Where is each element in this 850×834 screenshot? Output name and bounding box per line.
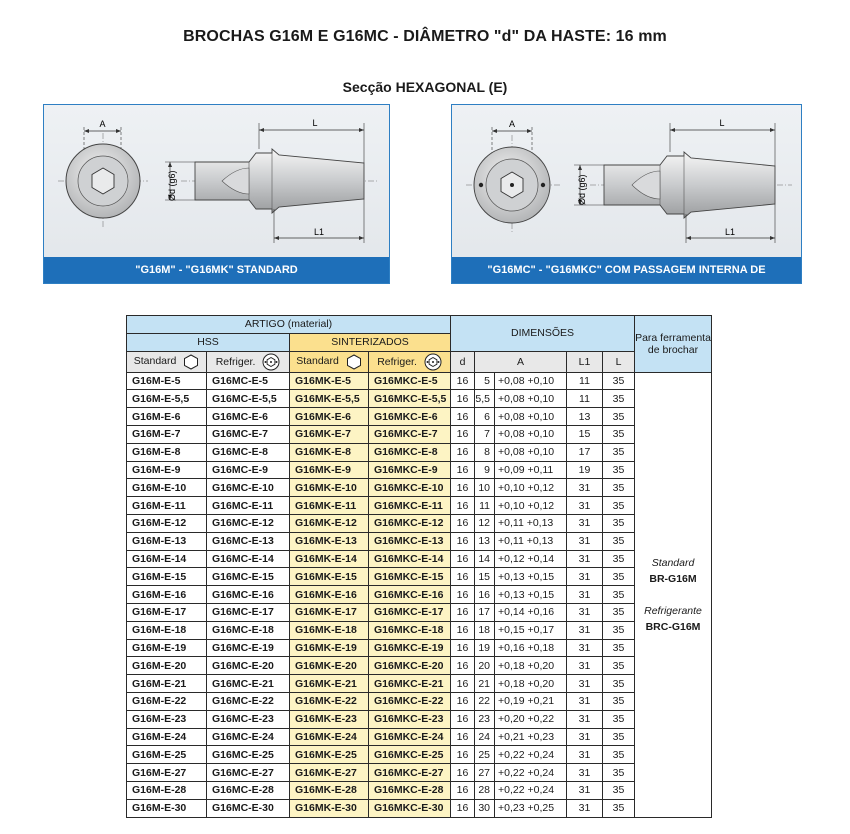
value-a: 10 — [475, 479, 495, 497]
value-l1: 31 — [567, 692, 603, 710]
value-l: 35 — [603, 461, 635, 479]
value-l1: 13 — [567, 408, 603, 426]
code-sint-refriger: G16MKC-E-24 — [369, 728, 451, 746]
value-d: 16 — [451, 479, 475, 497]
code-sint-standard: G16MK-E-13 — [290, 532, 369, 550]
value-a-tolerance: +0,16 +0,18 — [495, 639, 567, 657]
value-d: 16 — [451, 728, 475, 746]
hexagon-icon — [183, 354, 199, 370]
value-a-tolerance: +0,10 +0,12 — [495, 479, 567, 497]
code-hss-standard: G16M-E-14 — [127, 550, 207, 568]
code-sint-standard: G16MK-E-28 — [290, 781, 369, 799]
page-title: BROCHAS G16M E G16MC - DIÂMETRO "d" DA HASTE: 16 mm — [183, 28, 667, 45]
table-row — [127, 390, 712, 408]
value-l1: 31 — [567, 514, 603, 532]
value-a: 28 — [475, 781, 495, 799]
value-a-tolerance: +0,23 +0,25 — [495, 799, 567, 817]
header-hss-refriger-label: Refriger. — [215, 355, 256, 368]
code-hss-standard: G16M-E-23 — [127, 710, 207, 728]
header-para-ferramenta: Para ferramenta de brochar — [635, 316, 712, 373]
value-a: 19 — [475, 639, 495, 657]
table-row — [127, 532, 712, 550]
table-row — [127, 603, 712, 621]
value-l: 35 — [603, 497, 635, 515]
value-l: 35 — [603, 710, 635, 728]
code-sint-refriger: G16MKC-E-25 — [369, 746, 451, 764]
tool-reference-cell — [635, 372, 712, 817]
value-d: 16 — [451, 408, 475, 426]
code-sint-standard: G16MK-E-16 — [290, 586, 369, 604]
value-d: 16 — [451, 764, 475, 782]
table-row — [127, 621, 712, 639]
caption-standard: "G16M" - "G16MK" STANDARD — [44, 257, 389, 283]
value-l: 35 — [603, 532, 635, 550]
code-sint-refriger: G16MKC-E-13 — [369, 532, 451, 550]
code-sint-refriger: G16MKC-E-22 — [369, 692, 451, 710]
header-sint-refriger — [369, 351, 451, 372]
value-a: 7 — [475, 425, 495, 443]
code-sint-refriger: G16MKC-E-17 — [369, 603, 451, 621]
value-l1: 31 — [567, 479, 603, 497]
value-a-tolerance: +0,08 +0,10 — [495, 372, 567, 390]
code-sint-standard: G16MK-E-11 — [290, 497, 369, 515]
code-sint-standard: G16MK-E-17 — [290, 603, 369, 621]
code-sint-standard: G16MK-E-30 — [290, 799, 369, 817]
code-sint-standard: G16MK-E-5,5 — [290, 390, 369, 408]
value-l: 35 — [603, 764, 635, 782]
value-l1: 31 — [567, 657, 603, 675]
value-a: 8 — [475, 443, 495, 461]
header-sint-refriger-label: Refriger. — [377, 355, 417, 368]
code-hss-standard: G16M-E-8 — [127, 443, 207, 461]
value-l1: 31 — [567, 710, 603, 728]
value-d: 16 — [451, 621, 475, 639]
dim-l-label-2: L — [719, 118, 725, 128]
table-row — [127, 746, 712, 764]
code-sint-standard: G16MK-E-22 — [290, 692, 369, 710]
code-hss-standard: G16M-E-27 — [127, 764, 207, 782]
header-hss-refriger — [207, 351, 290, 372]
value-a: 17 — [475, 603, 495, 621]
code-sint-standard: G16MK-E-14 — [290, 550, 369, 568]
table-row — [127, 568, 712, 586]
dim-a-label: A — [99, 119, 106, 129]
code-sint-refriger: G16MKC-E-23 — [369, 710, 451, 728]
value-a-tolerance: +0,11 +0,13 — [495, 514, 567, 532]
value-l1: 31 — [567, 781, 603, 799]
value-a-tolerance: +0,18 +0,20 — [495, 675, 567, 693]
diagram-standard — [43, 104, 390, 284]
value-l1: 11 — [567, 372, 603, 390]
value-a: 25 — [475, 746, 495, 764]
code-sint-standard: G16MK-E-21 — [290, 675, 369, 693]
value-l1: 19 — [567, 461, 603, 479]
table-row — [127, 639, 712, 657]
header-sint-standard — [290, 351, 369, 372]
code-hss-refriger: G16MC-E-5,5 — [207, 390, 290, 408]
value-a-tolerance: +0,19 +0,21 — [495, 692, 567, 710]
value-l1: 15 — [567, 425, 603, 443]
code-sint-standard: G16MK-E-19 — [290, 639, 369, 657]
table-row — [127, 497, 712, 515]
code-hss-refriger: G16MC-E-10 — [207, 479, 290, 497]
code-sint-refriger: G16MKC-E-14 — [369, 550, 451, 568]
diagram-coolant — [451, 104, 802, 302]
header-sint-standard-label: Standard — [296, 355, 339, 368]
value-a: 14 — [475, 550, 495, 568]
code-sint-refriger: G16MKC-E-15 — [369, 568, 451, 586]
table-row — [127, 710, 712, 728]
table-row — [127, 799, 712, 817]
broach-drawing-standard — [44, 105, 389, 259]
value-d: 16 — [451, 390, 475, 408]
coolant-hexagon-icon — [262, 353, 280, 371]
value-d: 16 — [451, 781, 475, 799]
value-l1: 31 — [567, 550, 603, 568]
dim-l1-label: L1 — [313, 227, 325, 237]
code-hss-refriger: G16MC-E-24 — [207, 728, 290, 746]
hexagon-icon — [346, 354, 362, 370]
value-a: 15 — [475, 568, 495, 586]
value-d: 16 — [451, 692, 475, 710]
code-hss-standard: G16M-E-30 — [127, 799, 207, 817]
coolant-hexagon-icon — [424, 353, 442, 371]
value-l1: 31 — [567, 764, 603, 782]
code-hss-standard: G16M-E-24 — [127, 728, 207, 746]
code-sint-refriger: G16MKC-E-12 — [369, 514, 451, 532]
value-l: 35 — [603, 408, 635, 426]
code-hss-refriger: G16MC-E-17 — [207, 603, 290, 621]
code-hss-standard: G16M-E-22 — [127, 692, 207, 710]
dim-l1-label-2: L1 — [724, 227, 736, 237]
value-a-tolerance: +0,08 +0,10 — [495, 408, 567, 426]
code-sint-refriger: G16MKC-E-27 — [369, 764, 451, 782]
code-hss-refriger: G16MC-E-11 — [207, 497, 290, 515]
code-hss-standard: G16M-E-12 — [127, 514, 207, 532]
code-hss-refriger: G16MC-E-13 — [207, 532, 290, 550]
table-row — [127, 514, 712, 532]
value-d: 16 — [451, 514, 475, 532]
value-d: 16 — [451, 799, 475, 817]
code-sint-refriger: G16MKC-E-18 — [369, 621, 451, 639]
value-d: 16 — [451, 532, 475, 550]
value-a-tolerance: +0,08 +0,10 — [495, 425, 567, 443]
code-sint-refriger: G16MKC-E-21 — [369, 675, 451, 693]
value-a: 16 — [475, 586, 495, 604]
table-row — [127, 586, 712, 604]
value-a-tolerance: +0,22 +0,24 — [495, 746, 567, 764]
value-l: 35 — [603, 550, 635, 568]
value-d: 16 — [451, 550, 475, 568]
value-l1: 31 — [567, 532, 603, 550]
code-hss-standard: G16M-E-9 — [127, 461, 207, 479]
code-sint-standard: G16MK-E-9 — [290, 461, 369, 479]
dim-a-label-2: A — [508, 119, 516, 129]
value-a-tolerance: +0,14 +0,16 — [495, 603, 567, 621]
value-l: 35 — [603, 390, 635, 408]
header-l: L — [603, 351, 635, 372]
table-row — [127, 550, 712, 568]
code-sint-refriger: G16MKC-E-16 — [369, 586, 451, 604]
header-d: d — [451, 351, 475, 372]
value-l: 35 — [603, 728, 635, 746]
table-body — [127, 372, 712, 817]
table-row — [127, 675, 712, 693]
code-hss-refriger: G16MC-E-12 — [207, 514, 290, 532]
value-a: 12 — [475, 514, 495, 532]
value-d: 16 — [451, 586, 475, 604]
value-a-tolerance: +0,10 +0,12 — [495, 497, 567, 515]
table-row — [127, 728, 712, 746]
table-row — [127, 692, 712, 710]
value-a-tolerance: +0,13 +0,15 — [495, 568, 567, 586]
code-hss-standard: G16M-E-7 — [127, 425, 207, 443]
code-sint-refriger: G16MKC-E-5,5 — [369, 390, 451, 408]
code-hss-standard: G16M-E-17 — [127, 603, 207, 621]
value-a-tolerance: +0,12 +0,14 — [495, 550, 567, 568]
code-hss-refriger: G16MC-E-9 — [207, 461, 290, 479]
value-a-tolerance: +0,13 +0,15 — [495, 586, 567, 604]
code-sint-standard: G16MK-E-25 — [290, 746, 369, 764]
code-sint-refriger: G16MKC-E-11 — [369, 497, 451, 515]
code-sint-refriger: G16MKC-E-7 — [369, 425, 451, 443]
value-a-tolerance: +0,21 +0,23 — [495, 728, 567, 746]
value-a: 18 — [475, 621, 495, 639]
value-l1: 11 — [567, 390, 603, 408]
value-a: 13 — [475, 532, 495, 550]
value-l1: 31 — [567, 497, 603, 515]
value-l: 35 — [603, 799, 635, 817]
value-d: 16 — [451, 443, 475, 461]
header-hss-standard-label: Standard — [133, 355, 177, 368]
code-hss-refriger: G16MC-E-23 — [207, 710, 290, 728]
dim-l-label: L — [312, 118, 318, 128]
value-l: 35 — [603, 692, 635, 710]
value-l: 35 — [603, 479, 635, 497]
note-standard-code: BR-G16M — [649, 572, 697, 585]
broach-table — [126, 315, 712, 818]
code-sint-refriger: G16MKC-E-10 — [369, 479, 451, 497]
code-sint-standard: G16MK-E-27 — [290, 764, 369, 782]
value-d: 16 — [451, 603, 475, 621]
value-d: 16 — [451, 372, 475, 390]
table-row — [127, 372, 712, 390]
code-hss-refriger: G16MC-E-22 — [207, 692, 290, 710]
code-sint-refriger: G16MKC-E-5 — [369, 372, 451, 390]
table-row — [127, 764, 712, 782]
value-l: 35 — [603, 657, 635, 675]
value-a: 24 — [475, 728, 495, 746]
value-l1: 31 — [567, 799, 603, 817]
code-hss-standard: G16M-E-28 — [127, 781, 207, 799]
table-row — [127, 443, 712, 461]
code-hss-refriger: G16MC-E-18 — [207, 621, 290, 639]
value-d: 16 — [451, 639, 475, 657]
table-row — [127, 657, 712, 675]
code-sint-refriger: G16MKC-E-28 — [369, 781, 451, 799]
code-sint-standard: G16MK-E-15 — [290, 568, 369, 586]
code-sint-standard: G16MK-E-20 — [290, 657, 369, 675]
value-l1: 31 — [567, 586, 603, 604]
code-sint-standard: G16MK-E-24 — [290, 728, 369, 746]
code-hss-refriger: G16MC-E-7 — [207, 425, 290, 443]
value-l1: 17 — [567, 443, 603, 461]
code-hss-standard: G16M-E-16 — [127, 586, 207, 604]
code-hss-standard: G16M-E-5 — [127, 372, 207, 390]
value-l: 35 — [603, 514, 635, 532]
code-hss-standard: G16M-E-13 — [127, 532, 207, 550]
code-hss-standard: G16M-E-18 — [127, 621, 207, 639]
value-a-tolerance: +0,20 +0,22 — [495, 710, 567, 728]
code-sint-refriger: G16MKC-E-8 — [369, 443, 451, 461]
value-a-tolerance: +0,11 +0,13 — [495, 532, 567, 550]
header-hss: HSS — [127, 333, 290, 351]
code-hss-standard: G16M-E-19 — [127, 639, 207, 657]
code-sint-refriger: G16MKC-E-6 — [369, 408, 451, 426]
code-sint-standard: G16MK-E-8 — [290, 443, 369, 461]
table-row — [127, 781, 712, 799]
value-a-tolerance: +0,15 +0,17 — [495, 621, 567, 639]
value-a-tolerance: +0,08 +0,10 — [495, 390, 567, 408]
header-dimensoes: DIMENSÕES — [451, 316, 635, 352]
value-d: 16 — [451, 497, 475, 515]
note-refrig-label: Refrigerante — [644, 604, 702, 617]
value-l: 35 — [603, 568, 635, 586]
value-a: 11 — [475, 497, 495, 515]
value-l: 35 — [603, 603, 635, 621]
code-hss-refriger: G16MC-E-5 — [207, 372, 290, 390]
value-a-tolerance: +0,08 +0,10 — [495, 443, 567, 461]
code-hss-refriger: G16MC-E-27 — [207, 764, 290, 782]
value-l: 35 — [603, 443, 635, 461]
code-sint-refriger: G16MKC-E-30 — [369, 799, 451, 817]
value-l: 35 — [603, 586, 635, 604]
header-a: A — [475, 351, 567, 372]
value-a: 9 — [475, 461, 495, 479]
value-a: 6 — [475, 408, 495, 426]
table-row — [127, 408, 712, 426]
value-l1: 31 — [567, 639, 603, 657]
table-row — [127, 461, 712, 479]
value-a: 21 — [475, 675, 495, 693]
code-hss-standard: G16M-E-25 — [127, 746, 207, 764]
table-row — [127, 479, 712, 497]
value-d: 16 — [451, 461, 475, 479]
code-sint-standard: G16MK-E-7 — [290, 425, 369, 443]
value-l: 35 — [603, 425, 635, 443]
header-artigo: ARTIGO (material) — [127, 316, 451, 334]
value-a-tolerance: +0,18 +0,20 — [495, 657, 567, 675]
header-l1: L1 — [567, 351, 603, 372]
dim-d-label: Ød (g6) — [167, 170, 177, 201]
code-sint-standard: G16MK-E-12 — [290, 514, 369, 532]
code-hss-standard: G16M-E-5,5 — [127, 390, 207, 408]
header-hss-standard — [127, 351, 207, 372]
code-hss-refriger: G16MC-E-30 — [207, 799, 290, 817]
code-hss-refriger: G16MC-E-16 — [207, 586, 290, 604]
value-a-tolerance: +0,22 +0,24 — [495, 781, 567, 799]
value-d: 16 — [451, 710, 475, 728]
code-sint-standard: G16MK-E-18 — [290, 621, 369, 639]
value-l1: 31 — [567, 621, 603, 639]
code-hss-refriger: G16MC-E-8 — [207, 443, 290, 461]
value-l1: 31 — [567, 728, 603, 746]
value-l: 35 — [603, 621, 635, 639]
code-hss-refriger: G16MC-E-28 — [207, 781, 290, 799]
code-hss-standard: G16M-E-21 — [127, 675, 207, 693]
value-d: 16 — [451, 657, 475, 675]
note-standard-label: Standard — [651, 556, 695, 569]
dim-d-label-2: Ød (g6) — [577, 174, 587, 205]
code-sint-standard: G16MK-E-6 — [290, 408, 369, 426]
value-d: 16 — [451, 675, 475, 693]
caption-coolant: "G16MC" - "G16MKC" COM PASSAGEM INTERNA DE REFRIGERANTE — [452, 257, 801, 283]
value-a: 23 — [475, 710, 495, 728]
code-hss-refriger: G16MC-E-25 — [207, 746, 290, 764]
value-a: 5,5 — [475, 390, 495, 408]
code-sint-standard: G16MK-E-10 — [290, 479, 369, 497]
value-l1: 31 — [567, 746, 603, 764]
value-a: 5 — [475, 372, 495, 390]
value-d: 16 — [451, 425, 475, 443]
code-hss-standard: G16M-E-15 — [127, 568, 207, 586]
code-sint-standard: G16MK-E-5 — [290, 372, 369, 390]
code-hss-standard: G16M-E-11 — [127, 497, 207, 515]
code-hss-refriger: G16MC-E-6 — [207, 408, 290, 426]
broach-drawing-coolant — [452, 105, 801, 259]
value-l1: 31 — [567, 568, 603, 586]
value-d: 16 — [451, 568, 475, 586]
code-sint-refriger: G16MKC-E-19 — [369, 639, 451, 657]
value-d: 16 — [451, 746, 475, 764]
code-hss-standard: G16M-E-10 — [127, 479, 207, 497]
code-hss-refriger: G16MC-E-15 — [207, 568, 290, 586]
code-hss-standard: G16M-E-20 — [127, 657, 207, 675]
code-hss-standard: G16M-E-6 — [127, 408, 207, 426]
code-sint-standard: G16MK-E-23 — [290, 710, 369, 728]
value-l: 35 — [603, 746, 635, 764]
table-row — [127, 425, 712, 443]
value-l1: 31 — [567, 675, 603, 693]
code-hss-refriger: G16MC-E-19 — [207, 639, 290, 657]
value-l: 35 — [603, 639, 635, 657]
section-subtitle: Secção HEXAGONAL (E) — [342, 79, 508, 95]
value-l: 35 — [603, 675, 635, 693]
value-l: 35 — [603, 781, 635, 799]
code-hss-refriger: G16MC-E-14 — [207, 550, 290, 568]
value-l1: 31 — [567, 603, 603, 621]
note-refrig-code: BRC-G16M — [645, 620, 701, 633]
code-sint-refriger: G16MKC-E-9 — [369, 461, 451, 479]
code-hss-refriger: G16MC-E-20 — [207, 657, 290, 675]
value-a-tolerance: +0,09 +0,11 — [495, 461, 567, 479]
value-a: 20 — [475, 657, 495, 675]
header-sinterizados: SINTERIZADOS — [290, 333, 451, 351]
value-a: 27 — [475, 764, 495, 782]
value-a: 30 — [475, 799, 495, 817]
value-l: 35 — [603, 372, 635, 390]
code-hss-refriger: G16MC-E-21 — [207, 675, 290, 693]
value-a-tolerance: +0,22 +0,24 — [495, 764, 567, 782]
value-a: 22 — [475, 692, 495, 710]
code-sint-refriger: G16MKC-E-20 — [369, 657, 451, 675]
